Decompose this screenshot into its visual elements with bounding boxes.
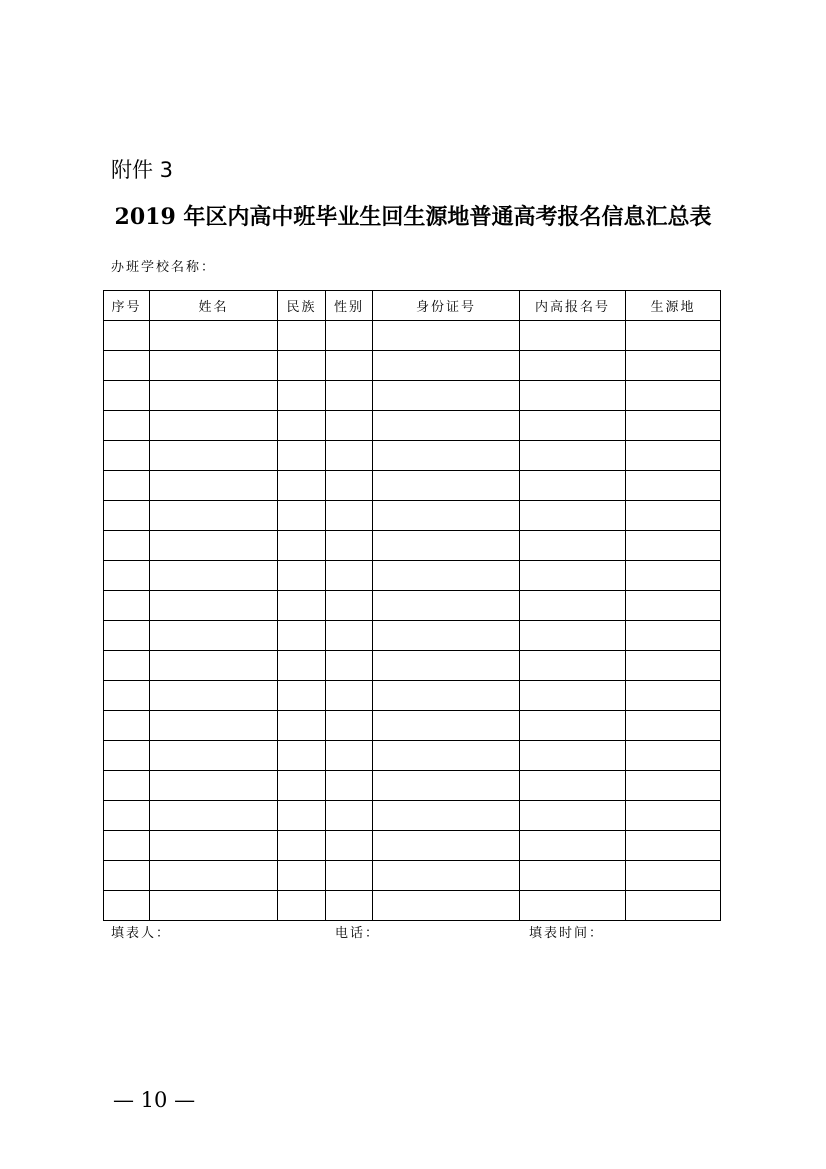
table-cell-registration-number — [520, 501, 626, 531]
table-cell-index — [104, 321, 150, 351]
table-cell-index — [104, 351, 150, 381]
table-cell-name — [150, 561, 278, 591]
table-row — [104, 741, 721, 771]
table-cell-gender — [326, 711, 373, 741]
table-cell-id-number — [373, 351, 520, 381]
table-cell-id-number — [373, 831, 520, 861]
table-cell-registration-number — [520, 441, 626, 471]
table-cell-gender — [326, 621, 373, 651]
table-cell-id-number — [373, 651, 520, 681]
table-cell-registration-number — [520, 591, 626, 621]
table-cell-registration-number — [520, 861, 626, 891]
table-cell-index — [104, 381, 150, 411]
column-header-gender: 性别 — [326, 291, 373, 321]
table-row — [104, 831, 721, 861]
table-cell-origin — [626, 801, 721, 831]
table-cell-gender — [326, 681, 373, 711]
table-cell-origin — [626, 861, 721, 891]
table-cell-gender — [326, 561, 373, 591]
table-row — [104, 681, 721, 711]
table-cell-index — [104, 531, 150, 561]
column-header-name: 姓名 — [150, 291, 278, 321]
table-cell-id-number — [373, 561, 520, 591]
table-cell-ethnicity — [278, 381, 326, 411]
table-cell-gender — [326, 351, 373, 381]
table-cell-origin — [626, 411, 721, 441]
table-cell-ethnicity — [278, 411, 326, 441]
document-title: 2019 年区内高中班毕业生回生源地普通高考报名信息汇总表 — [114, 204, 712, 230]
table-cell-ethnicity — [278, 681, 326, 711]
table-cell-name — [150, 831, 278, 861]
table-cell-gender — [326, 591, 373, 621]
table-cell-ethnicity — [278, 831, 326, 861]
table-cell-gender — [326, 441, 373, 471]
table-row — [104, 351, 721, 381]
table-row — [104, 891, 721, 921]
table-cell-origin — [626, 321, 721, 351]
table-cell-registration-number — [520, 561, 626, 591]
table-cell-ethnicity — [278, 591, 326, 621]
table-cell-origin — [626, 681, 721, 711]
table-cell-ethnicity — [278, 711, 326, 741]
table-cell-gender — [326, 741, 373, 771]
table-cell-index — [104, 561, 150, 591]
table-body — [104, 321, 721, 921]
table-row — [104, 861, 721, 891]
table-cell-gender — [326, 831, 373, 861]
table-cell-registration-number — [520, 351, 626, 381]
table-cell-name — [150, 351, 278, 381]
table-cell-id-number — [373, 801, 520, 831]
table-cell-name — [150, 531, 278, 561]
table-row — [104, 711, 721, 741]
table-cell-index — [104, 681, 150, 711]
table-cell-name — [150, 801, 278, 831]
table-cell-name — [150, 621, 278, 651]
table-cell-index — [104, 771, 150, 801]
attachment-label: 附件 3 — [111, 158, 174, 182]
table-cell-registration-number — [520, 531, 626, 561]
table-cell-origin — [626, 741, 721, 771]
table-cell-index — [104, 861, 150, 891]
table-cell-id-number — [373, 861, 520, 891]
table-cell-origin — [626, 561, 721, 591]
table-cell-origin — [626, 831, 721, 861]
table-cell-name — [150, 591, 278, 621]
table-row — [104, 471, 721, 501]
table-cell-registration-number — [520, 831, 626, 861]
table-cell-origin — [626, 711, 721, 741]
table-cell-index — [104, 411, 150, 441]
table-cell-ethnicity — [278, 321, 326, 351]
table-cell-id-number — [373, 771, 520, 801]
table-cell-index — [104, 651, 150, 681]
table-row — [104, 321, 721, 351]
table-cell-origin — [626, 771, 721, 801]
table-cell-ethnicity — [278, 501, 326, 531]
table-cell-gender — [326, 771, 373, 801]
table-cell-name — [150, 861, 278, 891]
table-row — [104, 591, 721, 621]
table-cell-registration-number — [520, 771, 626, 801]
table-cell-ethnicity — [278, 621, 326, 651]
table-row — [104, 651, 721, 681]
table-cell-origin — [626, 651, 721, 681]
table-cell-name — [150, 711, 278, 741]
table-cell-index — [104, 831, 150, 861]
table-cell-gender — [326, 381, 373, 411]
table-cell-ethnicity — [278, 771, 326, 801]
table-cell-index — [104, 711, 150, 741]
table-row — [104, 801, 721, 831]
table-cell-registration-number — [520, 621, 626, 651]
table-cell-index — [104, 591, 150, 621]
table-row — [104, 561, 721, 591]
table-cell-index — [104, 741, 150, 771]
table-cell-id-number — [373, 891, 520, 921]
table-cell-index — [104, 891, 150, 921]
school-name-label: 办班学校名称： — [111, 260, 217, 275]
table-cell-gender — [326, 321, 373, 351]
table-cell-name — [150, 771, 278, 801]
table-cell-name — [150, 891, 278, 921]
table-cell-ethnicity — [278, 351, 326, 381]
column-header-origin: 生源地 — [626, 291, 721, 321]
table-cell-origin — [626, 501, 721, 531]
table-cell-registration-number — [520, 681, 626, 711]
table-cell-id-number — [373, 441, 520, 471]
table-cell-gender — [326, 801, 373, 831]
table-cell-id-number — [373, 381, 520, 411]
table-cell-id-number — [373, 501, 520, 531]
table-cell-id-number — [373, 681, 520, 711]
column-header-registration-number: 内高报名号 — [520, 291, 626, 321]
column-header-id-number: 身份证号 — [373, 291, 520, 321]
table-cell-index — [104, 471, 150, 501]
registration-summary-table — [103, 290, 721, 921]
table-cell-gender — [326, 411, 373, 441]
table-cell-index — [104, 621, 150, 651]
filler-label: 填表人： — [111, 926, 172, 941]
table-row — [104, 531, 721, 561]
table-cell-registration-number — [520, 741, 626, 771]
table-cell-registration-number — [520, 381, 626, 411]
table-cell-origin — [626, 531, 721, 561]
table-cell-gender — [326, 501, 373, 531]
table-cell-ethnicity — [278, 741, 326, 771]
table-cell-gender — [326, 861, 373, 891]
table-cell-registration-number — [520, 471, 626, 501]
table-cell-name — [150, 501, 278, 531]
table-cell-gender — [326, 531, 373, 561]
table-row — [104, 441, 721, 471]
table-cell-name — [150, 681, 278, 711]
table-cell-name — [150, 411, 278, 441]
table-cell-id-number — [373, 531, 520, 561]
page-number: — 10 — — [113, 1088, 196, 1112]
table-cell-ethnicity — [278, 801, 326, 831]
table-cell-id-number — [373, 411, 520, 441]
table-cell-gender — [326, 471, 373, 501]
table-row — [104, 411, 721, 441]
table-header-row — [104, 291, 721, 321]
table-cell-origin — [626, 381, 721, 411]
table-cell-id-number — [373, 621, 520, 651]
table-cell-origin — [626, 441, 721, 471]
fill-date-label: 填表时间： — [529, 926, 605, 941]
table-cell-registration-number — [520, 321, 626, 351]
table-cell-origin — [626, 591, 721, 621]
table-cell-origin — [626, 351, 721, 381]
table-cell-ethnicity — [278, 441, 326, 471]
table-cell-id-number — [373, 471, 520, 501]
table-cell-ethnicity — [278, 531, 326, 561]
table-cell-id-number — [373, 591, 520, 621]
table-cell-registration-number — [520, 711, 626, 741]
table-cell-name — [150, 741, 278, 771]
table-cell-id-number — [373, 741, 520, 771]
table-cell-index — [104, 801, 150, 831]
table-cell-ethnicity — [278, 651, 326, 681]
table-row — [104, 501, 721, 531]
table-cell-index — [104, 501, 150, 531]
table-cell-registration-number — [520, 891, 626, 921]
column-header-ethnicity: 民族 — [278, 291, 326, 321]
table-cell-gender — [326, 891, 373, 921]
table-cell-registration-number — [520, 801, 626, 831]
table-row — [104, 771, 721, 801]
table-cell-registration-number — [520, 411, 626, 441]
table-cell-name — [150, 441, 278, 471]
table-cell-origin — [626, 891, 721, 921]
table-cell-index — [104, 441, 150, 471]
table-cell-ethnicity — [278, 561, 326, 591]
phone-label: 电话： — [335, 926, 381, 941]
column-header-index: 序号 — [104, 291, 150, 321]
table-cell-origin — [626, 621, 721, 651]
table-cell-origin — [626, 471, 721, 501]
table-row — [104, 381, 721, 411]
table-cell-name — [150, 651, 278, 681]
table-cell-ethnicity — [278, 891, 326, 921]
table-cell-ethnicity — [278, 861, 326, 891]
table-cell-id-number — [373, 711, 520, 741]
table-cell-name — [150, 321, 278, 351]
table-cell-ethnicity — [278, 471, 326, 501]
table-cell-registration-number — [520, 651, 626, 681]
table-cell-name — [150, 381, 278, 411]
table-row — [104, 621, 721, 651]
table-cell-id-number — [373, 321, 520, 351]
table-cell-name — [150, 471, 278, 501]
table-cell-gender — [326, 651, 373, 681]
